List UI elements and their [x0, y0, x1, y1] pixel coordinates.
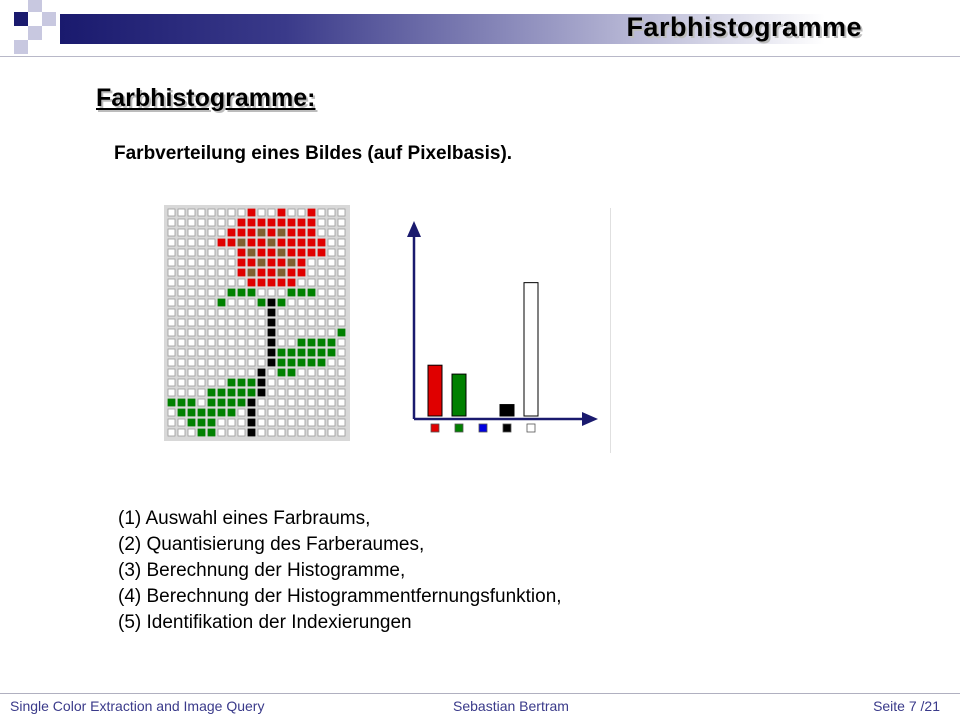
figure	[164, 205, 624, 460]
header-divider	[0, 56, 960, 57]
histogram-bar	[428, 365, 442, 416]
steps-list	[118, 506, 562, 636]
list-item: (2) Quantisierung des Farberaumes,	[118, 534, 425, 555]
footer-author: Sebastian Bertram	[453, 698, 569, 714]
color-bin-swatch	[503, 424, 511, 432]
color-bin-swatch	[527, 424, 535, 432]
color-bin-swatch	[455, 424, 463, 432]
histogram-bar	[500, 405, 514, 416]
list-item: (3) Berechnung der Histogramme,	[118, 560, 406, 581]
subtitle: Farbverteilung eines Bildes (auf Pixelbasis).	[114, 143, 513, 164]
logo-squares-icon	[0, 0, 60, 56]
pixel-rose-image	[164, 205, 350, 441]
histogram-chart	[407, 208, 611, 453]
footer-page-number: Seite 7 /21	[873, 698, 940, 714]
x-axis-arrow-icon	[582, 412, 598, 426]
color-bin-swatch	[431, 424, 439, 432]
list-item: (4) Berechnung der Histogrammentfernungsfunktion,	[118, 586, 562, 607]
section-heading: Farbhistogramme:	[96, 84, 316, 112]
histogram-figure	[164, 205, 624, 455]
histogram-bar	[452, 374, 466, 416]
list-item: (5) Identifikation der Indexierungen	[118, 612, 412, 633]
y-axis-arrow-icon	[407, 221, 421, 237]
list-item: (1) Auswahl eines Farbraums,	[118, 508, 371, 529]
color-bin-swatch	[479, 424, 487, 432]
header-bar	[0, 0, 960, 56]
header-title: Farbhistogramme	[626, 12, 862, 42]
histogram-bar	[524, 283, 538, 416]
footer-title: Single Color Extraction and Image Query	[10, 698, 265, 714]
footer-divider	[0, 693, 960, 694]
